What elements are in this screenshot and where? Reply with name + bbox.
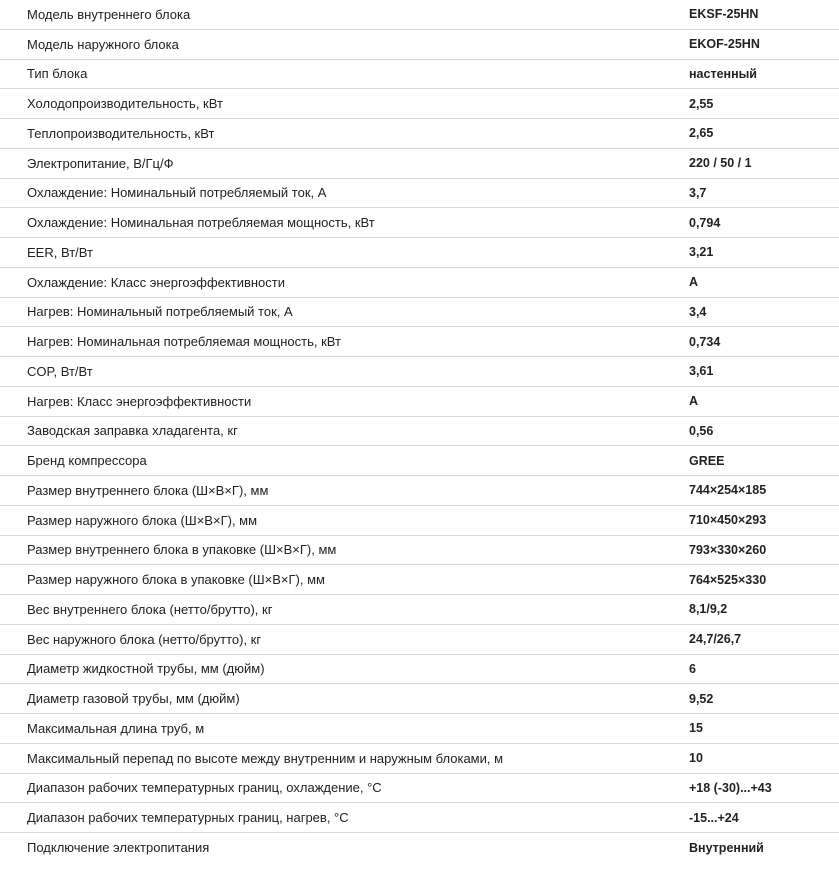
spec-label: Тип блока <box>27 66 88 82</box>
spec-value: 9,52 <box>689 691 714 706</box>
spec-row <box>0 0 839 30</box>
spec-row <box>0 208 839 238</box>
spec-value: 744×254×185 <box>689 483 767 498</box>
spec-label: Заводская заправка хладагента, кг <box>27 423 238 439</box>
spec-row <box>0 446 839 476</box>
spec-row <box>0 595 839 625</box>
spec-label: Вес внутреннего блока (нетто/брутто), кг <box>27 601 273 617</box>
spec-label: Теплопроизводительность, кВт <box>27 125 215 141</box>
spec-value: 3,21 <box>689 245 714 260</box>
spec-label: Размер наружного блока в упаковке (Ш×В×Г), мм <box>27 572 325 588</box>
spec-label: Диапазон рабочих температурных границ, охлаждение, °С <box>27 780 382 796</box>
spec-label: Подключение электропитания <box>27 840 210 856</box>
spec-value: 2,65 <box>689 126 714 141</box>
spec-label: Размер наружного блока (Ш×В×Г), мм <box>27 512 258 528</box>
spec-value: 3,61 <box>689 364 714 379</box>
spec-row <box>0 268 839 298</box>
spec-value: EKOF-25HN <box>689 37 760 52</box>
spec-row <box>0 476 839 506</box>
spec-row <box>0 30 839 60</box>
spec-value: A <box>689 394 699 409</box>
spec-row <box>0 714 839 744</box>
spec-value: 764×525×330 <box>689 572 767 587</box>
spec-row <box>0 744 839 774</box>
spec-row <box>0 387 839 417</box>
spec-value: 0,734 <box>689 334 721 349</box>
spec-value: 15 <box>689 721 703 736</box>
spec-row <box>0 684 839 714</box>
spec-row <box>0 833 839 863</box>
spec-row <box>0 774 839 804</box>
spec-value: -15...+24 <box>689 810 739 825</box>
spec-row <box>0 327 839 357</box>
spec-value: A <box>689 275 699 290</box>
spec-label: Максимальная длина труб, м <box>27 720 205 736</box>
spec-row <box>0 238 839 268</box>
spec-value: 6 <box>689 661 696 676</box>
spec-row <box>0 625 839 655</box>
spec-label: Диапазон рабочих температурных границ, нагрев, °С <box>27 810 349 826</box>
spec-value: 220 / 50 / 1 <box>689 156 752 171</box>
spec-value: 10 <box>689 751 703 766</box>
spec-value: 0,794 <box>689 215 721 230</box>
spec-label: Электропитание, В/Гц/Ф <box>27 155 174 171</box>
spec-row <box>0 536 839 566</box>
spec-label: Холодопроизводительность, кВт <box>27 96 223 112</box>
spec-row <box>0 655 839 685</box>
spec-row <box>0 417 839 447</box>
spec-label: Размер внутреннего блока (Ш×В×Г), мм <box>27 482 269 498</box>
spec-label: Модель наружного блока <box>27 36 179 52</box>
spec-value: 8,1/9,2 <box>689 602 728 617</box>
spec-row <box>0 119 839 149</box>
spec-value: GREE <box>689 453 725 468</box>
spec-label: Диаметр жидкостной трубы, мм (дюйм) <box>27 661 265 677</box>
spec-row <box>0 357 839 387</box>
spec-label: Охлаждение: Класс энергоэффективности <box>27 274 285 290</box>
spec-value: 0,56 <box>689 423 714 438</box>
spec-row <box>0 565 839 595</box>
spec-value: 793×330×260 <box>689 542 767 557</box>
spec-value: EKSF-25HN <box>689 7 759 22</box>
spec-label: Диаметр газовой трубы, мм (дюйм) <box>27 691 240 707</box>
spec-label: Бренд компрессора <box>27 453 147 469</box>
spec-row <box>0 803 839 833</box>
spec-label: Модель внутреннего блока <box>27 6 191 22</box>
spec-label: COP, Вт/Вт <box>27 363 93 379</box>
spec-label: Нагрев: Номинальный потребляемый ток, А <box>27 304 293 320</box>
spec-row <box>0 298 839 328</box>
spec-value: +18 (-30)...+43 <box>689 780 772 795</box>
spec-value: 24,7/26,7 <box>689 632 742 647</box>
spec-value: Внутренний <box>689 840 764 855</box>
spec-label: Охлаждение: Номинальный потребляемый ток, А <box>27 185 327 201</box>
spec-label: EER, Вт/Вт <box>27 244 93 260</box>
spec-row <box>0 179 839 209</box>
spec-row <box>0 149 839 179</box>
spec-row <box>0 60 839 90</box>
spec-value: 2,55 <box>689 96 714 111</box>
spec-value: 3,7 <box>689 185 707 200</box>
spec-value: 3,4 <box>689 304 707 319</box>
spec-value: настенный <box>689 66 757 81</box>
spec-label: Максимальный перепад по высоте между внутренним и наружным блоками, м <box>27 750 504 766</box>
spec-row <box>0 506 839 536</box>
spec-label: Охлаждение: Номинальная потребляемая мощность, кВт <box>27 215 375 231</box>
spec-label: Вес наружного блока (нетто/брутто), кг <box>27 631 262 647</box>
spec-label: Нагрев: Класс энергоэффективности <box>27 393 252 409</box>
spec-label: Размер внутреннего блока в упаковке (Ш×В×Г), мм <box>27 542 337 558</box>
spec-label: Нагрев: Номинальная потребляемая мощность, кВт <box>27 334 341 350</box>
spec-value: 710×450×293 <box>689 513 767 528</box>
spec-row <box>0 89 839 119</box>
